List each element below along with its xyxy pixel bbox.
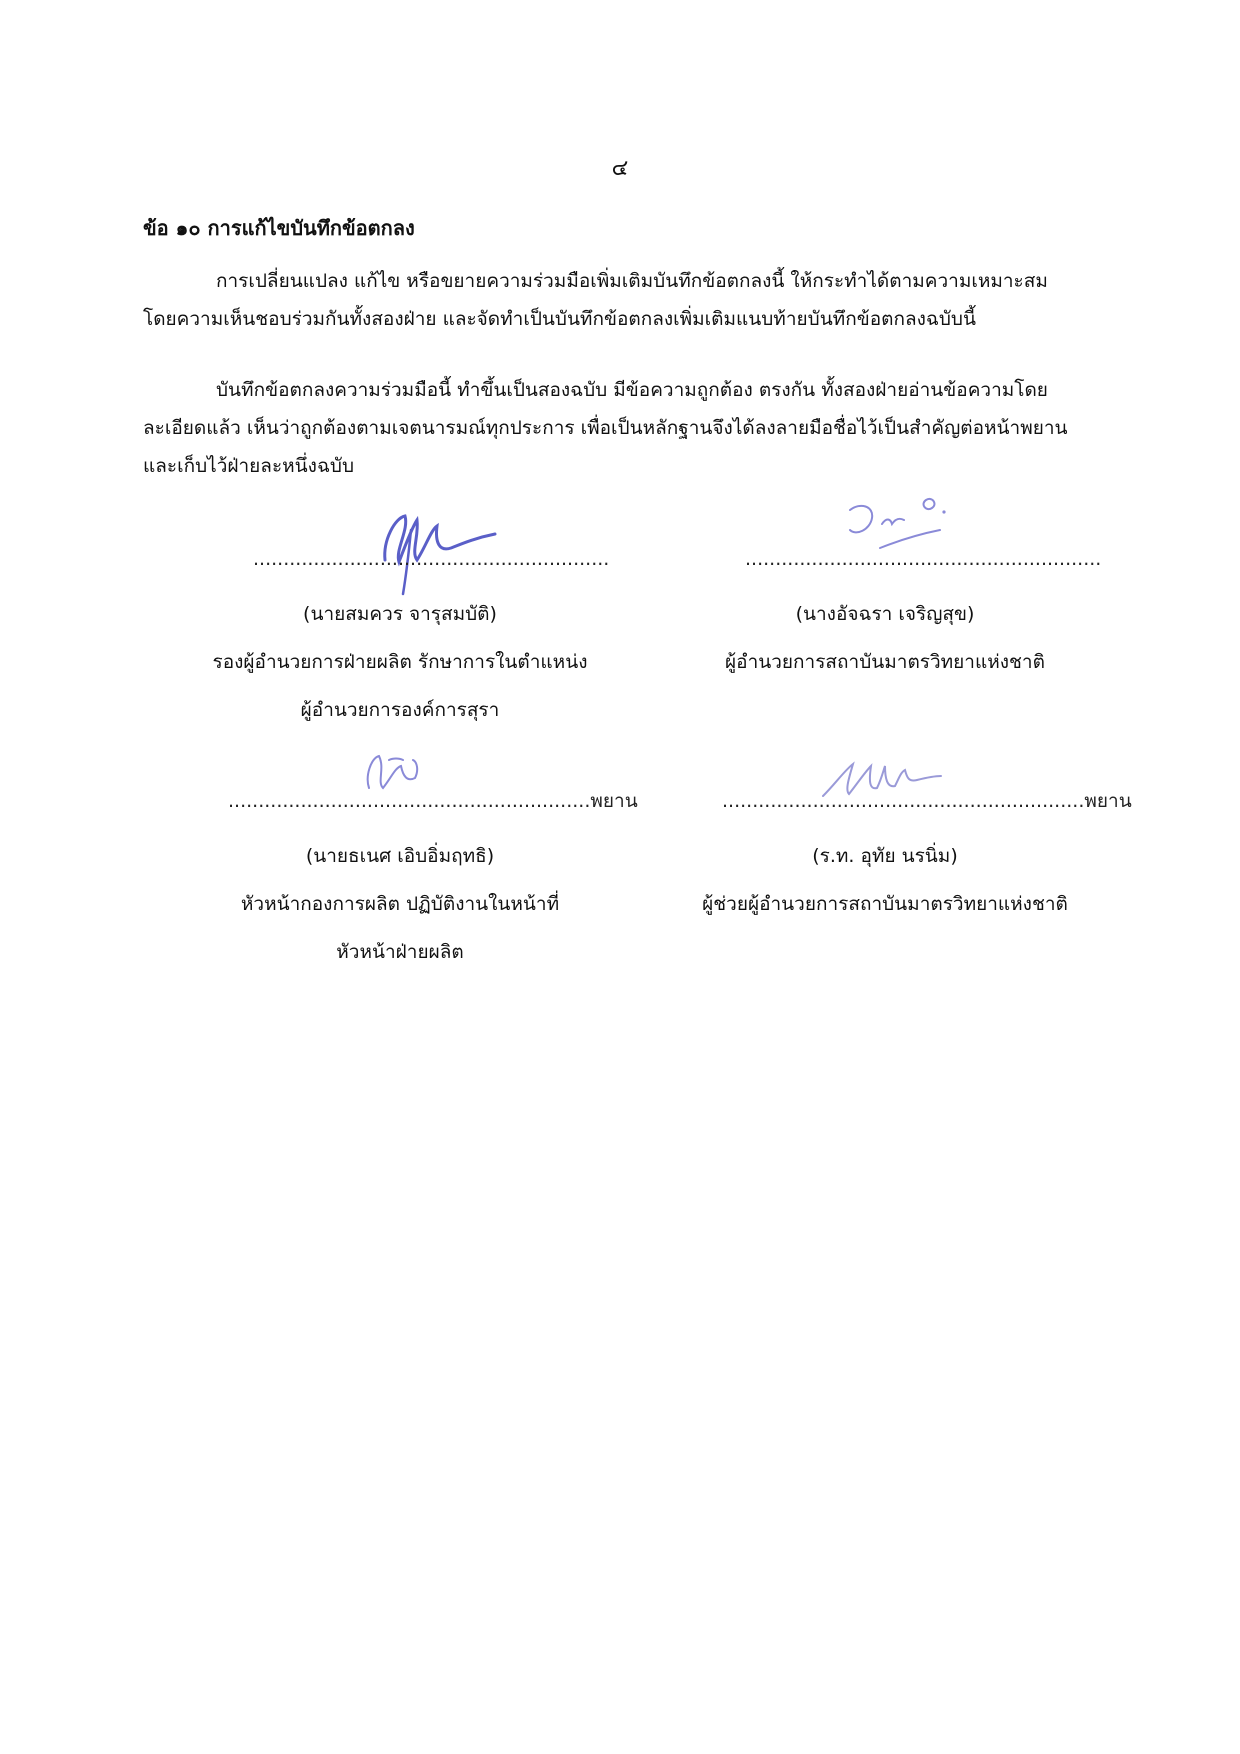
signature-dotted-line: ........................................................... (253, 548, 610, 570)
dotted-line: ............................................................ (722, 790, 1085, 812)
paragraph-execution (143, 371, 1111, 485)
signatory-right-witness (645, 832, 1125, 928)
paragraph-amendment (143, 262, 1111, 338)
paragraph-line: โดยความเห็นชอบร่วมกันทั้งสองฝ่าย และจัดทำเป็นบันทึกข้อตกลงเพิ่มเติมแนบท้ายบันทึกข้อตกลงฉบับนี้ (143, 308, 976, 330)
witness-label: พยาน (590, 790, 638, 812)
paragraph-line: บันทึกข้อตกลงความร่วมมือนี้ ทำขึ้นเป็นสองฉบับ มีข้อความถูกต้อง ตรงกัน ทั้งสองฝ่ายอ่านข้อความโดย (216, 379, 1048, 401)
signatory-position: ผู้อำนวยการองค์การสุรา (300, 699, 500, 721)
signatory-position: หัวหน้าฝ่ายผลิต (336, 941, 464, 963)
signatory-name: (นายธเนศ เอิบอิ่มฤทธิ) (305, 845, 495, 867)
dotted-line: ............................................................ (228, 790, 591, 812)
witness-dotted-line-left (228, 786, 638, 816)
witness-label: พยาน (1084, 790, 1132, 812)
signatory-name: (ร.ท. อุทัย นรนิ่ม) (812, 845, 958, 867)
signature-left-main (365, 490, 505, 600)
section-heading: ข้อ ๑๐ การแก้ไขบันทึกข้อตกลง (143, 216, 415, 240)
signatory-right-main (645, 590, 1125, 686)
signatory-name: (นางอัจฉรา เจริญสุข) (795, 603, 975, 625)
signatory-position: หัวหน้ากองการผลิต ปฏิบัติงานในหน้าที่ (240, 893, 560, 915)
page-number: ๔ (611, 156, 629, 181)
paragraph-line: การเปลี่ยนแปลง แก้ไข หรือขยายความร่วมมือเพิ่มเติมบันทึกข้อตกลงนี้ ให้กระทำได้ตามความเหมาะสม (216, 270, 1048, 292)
signatory-left-main (160, 590, 640, 734)
paragraph-line: ละเอียดแล้ว เห็นว่าถูกต้องตามเจตนารมณ์ทุกประการ เพื่อเป็นหลักฐานจึงได้ลงลายมือชื่อไว้เป็นสำคัญต่อหน้าพยาน (143, 417, 1068, 439)
signatory-position: รองผู้อำนวยการฝ่ายผลิต รักษาการในตำแหน่ง (212, 651, 588, 673)
signatory-position: ผู้ช่วยผู้อำนวยการสถาบันมาตรวิทยาแห่งชาติ (702, 893, 1068, 915)
signatory-left-witness (160, 832, 640, 976)
witness-dotted-line-right (722, 786, 1132, 816)
signature-dotted-line: ........................................................... (745, 548, 1102, 570)
signatory-position: ผู้อำนวยการสถาบันมาตรวิทยาแห่งชาติ (725, 651, 1045, 673)
signatory-name: (นายสมควร จารุสมบัติ) (303, 603, 497, 625)
paragraph-line: และเก็บไว้ฝ่ายละหนึ่งฉบับ (143, 455, 355, 477)
